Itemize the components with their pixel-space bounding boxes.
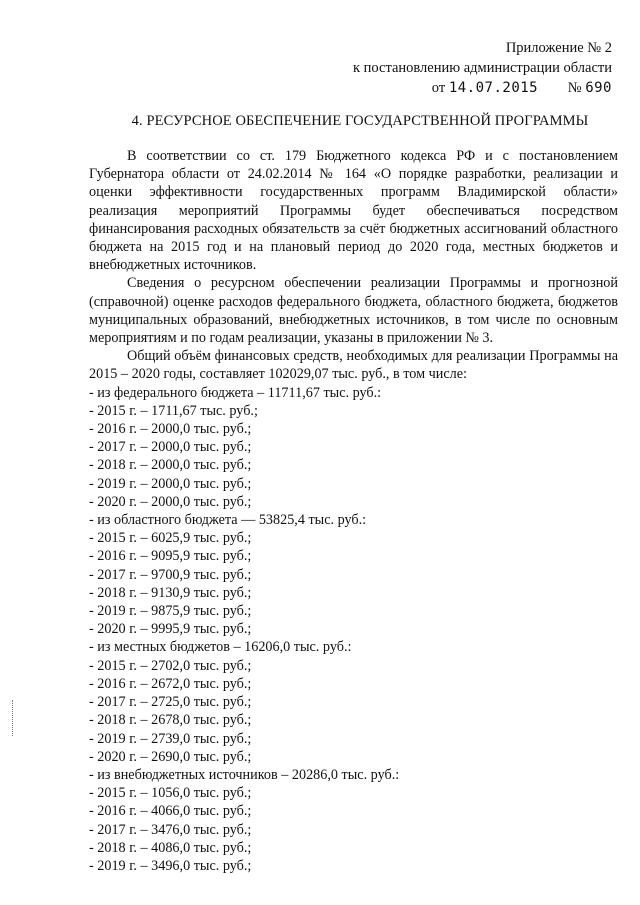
list-item: - 2015 г. – 2702,0 тыс. руб.; xyxy=(89,657,252,674)
paragraph-total-funding: Общий объём финансовых средств, необходимых для реализации Программы на 2015 – 2020 годы, составляет 102029,07 тыс. руб., в том числе: xyxy=(89,348,618,383)
scan-margin-mark xyxy=(12,700,14,736)
list-item: - 2019 г. – 2000,0 тыс. руб.; xyxy=(89,475,252,492)
list-item: - 2018 г. – 2678,0 тыс. руб.; xyxy=(89,712,252,729)
list-item: - 2017 г. – 2725,0 тыс. руб.; xyxy=(89,694,252,711)
paragraph-legal-basis: В соответствии со ст. 179 Бюджетного кодекса РФ и с постановлением Губернатора области от 24.02.2014 № 164 «О порядке разработки, реализации и оценки эффективности государственных программ Владимирской области» реализация мероприятий Программы будет обеспечиваться посредством финансирования расходных обязательств за счёт бюджетных ассигнований областного бюджета на 2015 год и на плановый период до 2020 года, местных бюджетов и внебюджетных источников. xyxy=(89,148,618,274)
list-item: - из местных бюджетов – 16206,0 тыс. руб.: xyxy=(89,639,352,656)
list-item: - из федерального бюджета – 11711,67 тыс. руб.: xyxy=(89,384,382,401)
list-item: - 2018 г. – 2000,0 тыс. руб.; xyxy=(89,457,252,474)
number-sign: № xyxy=(567,80,582,96)
list-item: - 2019 г. – 3496,0 тыс. руб.; xyxy=(89,857,252,874)
list-item: - 2020 г. – 2000,0 тыс. руб.; xyxy=(89,493,252,510)
list-item: - 2015 г. – 1056,0 тыс. руб.; xyxy=(89,785,252,802)
list-item: - из внебюджетных источников – 20286,0 тыс. руб.: xyxy=(89,766,400,783)
list-item: - 2016 г. – 2000,0 тыс. руб.; xyxy=(89,421,252,438)
section-heading: 4. РЕСУРСНОЕ ОБЕСПЕЧЕНИЕ ГОСУДАРСТВЕННОЙ ПРОГРАММЫ xyxy=(131,113,589,129)
date-prefix: от xyxy=(431,80,446,96)
list-item: - 2018 г. – 4086,0 тыс. руб.; xyxy=(89,839,252,856)
list-item: - 2019 г. – 9875,9 тыс. руб.; xyxy=(89,603,252,620)
list-item: - 2017 г. – 3476,0 тыс. руб.; xyxy=(89,821,252,838)
list-item: - из областного бюджета — 53825,4 тыс. руб.: xyxy=(89,512,367,529)
appendix-header xyxy=(353,38,612,98)
list-item: - 2019 г. – 2739,0 тыс. руб.; xyxy=(89,730,252,747)
list-item: - 2016 г. – 4066,0 тыс. руб.; xyxy=(89,803,252,820)
paragraph-appendix-reference: Сведения о ресурсном обеспечении реализации Программы и прогнозной (справочной) оценке расходов федерального бюджета, областного бюджета, бюджетов муниципальных образований, внебюджетных источников, в том числе по основным мероприятиям и по годам реализации, указаны в приложении № 3. xyxy=(89,275,618,347)
list-item: - 2015 г. – 6025,9 тыс. руб.; xyxy=(89,530,252,547)
resolution-date-number xyxy=(353,78,612,98)
list-item: - 2017 г. – 2000,0 тыс. руб.; xyxy=(89,439,252,456)
list-item: - 2016 г. – 9095,9 тыс. руб.; xyxy=(89,548,252,565)
list-item: - 2020 г. – 9995,9 тыс. руб.; xyxy=(89,621,252,638)
list-item: - 2020 г. – 2690,0 тыс. руб.; xyxy=(89,748,252,765)
list-item: - 2015 г. – 1711,67 тыс. руб.; xyxy=(89,402,258,419)
appendix-number: Приложение № 2 xyxy=(505,40,612,56)
funding-list xyxy=(89,384,618,875)
section-body xyxy=(89,147,618,875)
list-item: - 2016 г. – 2672,0 тыс. руб.; xyxy=(89,675,252,692)
appendix-reference: к постановлению администрации области xyxy=(352,60,612,76)
list-item: - 2017 г. – 9700,9 тыс. руб.; xyxy=(89,566,252,583)
number-stamp: 690 xyxy=(585,80,612,96)
list-item: - 2018 г. – 9130,9 тыс. руб.; xyxy=(89,584,252,601)
date-stamp: 14.07.2015 xyxy=(448,80,539,96)
